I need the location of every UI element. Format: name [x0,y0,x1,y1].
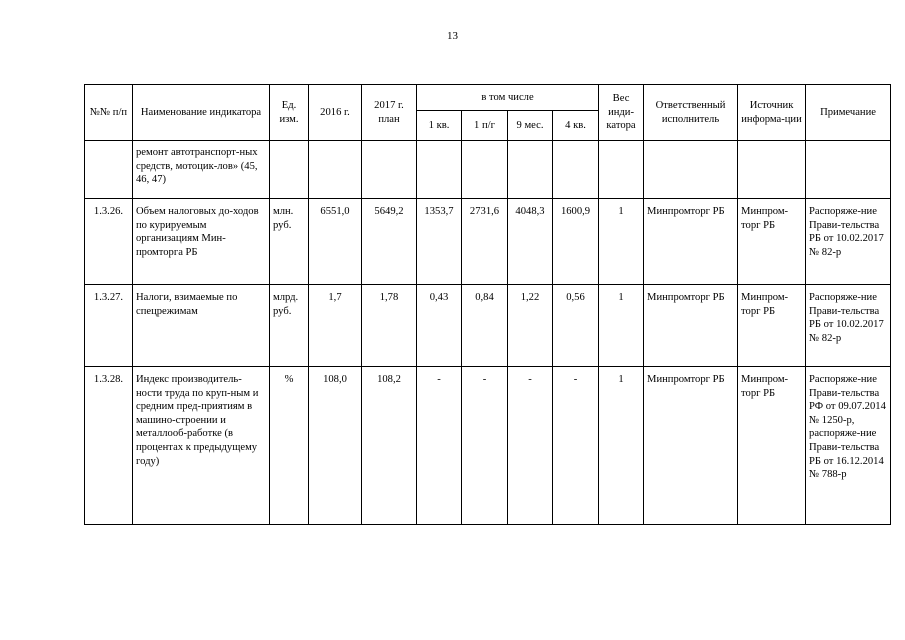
cell-unit: млрд. руб. [270,285,309,367]
cell-unit [270,141,309,199]
table-row [85,199,891,285]
cell-source [738,141,806,199]
cell-q1: 0,43 [417,285,462,367]
cell-q4: - [553,367,599,525]
cell-responsible: Минпромторг РБ [644,285,738,367]
header-h1: 1 п/г [462,111,508,141]
cell-weight: 1 [599,199,644,285]
header-2017-plan: 2017 г. план [362,85,417,141]
header-row-top [85,85,891,111]
header-num: №№ п/п [85,85,133,141]
cell-2016 [309,141,362,199]
cell-q1: - [417,367,462,525]
cell-9m: - [508,367,553,525]
indicators-table [84,84,891,525]
cell-weight [599,141,644,199]
cell-note: Распоряже-ние Прави-тельства РБ от 10.02.2017 № 82-р [806,285,891,367]
cell-9m: 1,22 [508,285,553,367]
cell-unit: % [270,367,309,525]
cell-weight: 1 [599,367,644,525]
cell-h1: 2731,6 [462,199,508,285]
cell-weight: 1 [599,285,644,367]
cell-9m: 4048,3 [508,199,553,285]
cell-h1 [462,141,508,199]
cell-num: 1.3.27. [85,285,133,367]
cell-9m [508,141,553,199]
cell-note: Распоряже-ние Прави-тельства РБ от 10.02.2017 № 82-р [806,199,891,285]
cell-name: Индекс производитель-ности труда по круп-ным и средним пред-приятиям в машино-строении и металлооб-работке (в процентах к предыдущему году) [133,367,270,525]
header-2016: 2016 г. [309,85,362,141]
header-including: в том числе [417,85,599,111]
cell-q1 [417,141,462,199]
table-row [85,141,891,199]
cell-2017-plan [362,141,417,199]
cell-q4 [553,141,599,199]
cell-2017-plan: 5649,2 [362,199,417,285]
cell-name: Объем налоговых до-ходов по курируемым организациям Мин-промторга РБ [133,199,270,285]
cell-responsible: Минпромторг РБ [644,199,738,285]
cell-h1: 0,84 [462,285,508,367]
cell-responsible: Минпромторг РБ [644,367,738,525]
header-source: Источник информа-ции [738,85,806,141]
cell-source: Минпром-торг РБ [738,199,806,285]
cell-2016: 6551,0 [309,199,362,285]
cell-q1: 1353,7 [417,199,462,285]
cell-name: ремонт автотранспорт-ных средств, мотоцик-лов» (45, 46, 47) [133,141,270,199]
header-q1: 1 кв. [417,111,462,141]
cell-note [806,141,891,199]
page-number: 13 [447,30,458,42]
header-responsible: Ответственный исполнитель [644,85,738,141]
cell-num [85,141,133,199]
header-weight: Вес инди-катора [599,85,644,141]
cell-2016: 108,0 [309,367,362,525]
cell-source: Минпром-торг РБ [738,367,806,525]
cell-h1: - [462,367,508,525]
cell-note: Распоряже-ние Прави-тельства РФ от 09.07.2014 № 1250-р, распоряже-ние Прави-тельства РБ от 16.12.2014 № 788-р [806,367,891,525]
table-row [85,285,891,367]
table-row [85,367,891,525]
header-9m: 9 мес. [508,111,553,141]
cell-q4: 0,56 [553,285,599,367]
cell-num: 1.3.28. [85,367,133,525]
cell-2017-plan: 108,2 [362,367,417,525]
header-name: Наименование индикатора [133,85,270,141]
cell-2017-plan: 1,78 [362,285,417,367]
cell-2016: 1,7 [309,285,362,367]
cell-responsible [644,141,738,199]
cell-q4: 1600,9 [553,199,599,285]
cell-source: Минпром-торг РБ [738,285,806,367]
header-q4: 4 кв. [553,111,599,141]
header-unit: Ед. изм. [270,85,309,141]
header-note: Примечание [806,85,891,141]
cell-num: 1.3.26. [85,199,133,285]
cell-unit: млн. руб. [270,199,309,285]
cell-name: Налоги, взимаемые по спецрежимам [133,285,270,367]
